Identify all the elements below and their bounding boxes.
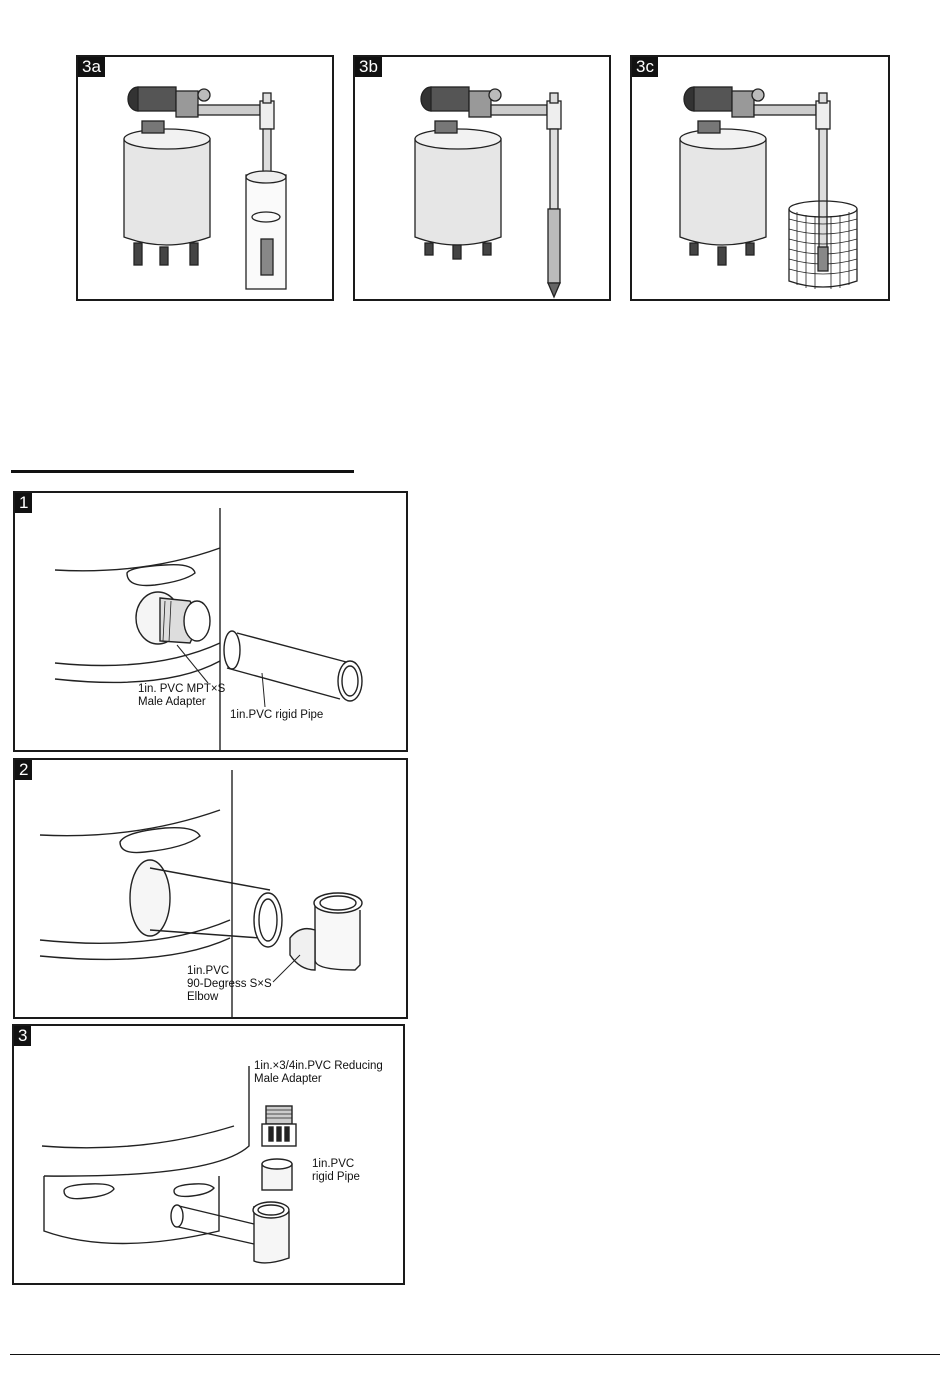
figure-label: 3c <box>632 57 658 77</box>
pump-shallow-well-illustration <box>78 57 334 301</box>
section-divider <box>11 470 354 473</box>
step-3-panel <box>12 1024 405 1285</box>
male-adapter-illustration <box>15 493 408 752</box>
figure-3c <box>630 55 890 301</box>
pump-driven-point-illustration <box>355 57 611 301</box>
step-number: 3 <box>14 1026 31 1046</box>
callout-male-adapter: 1in. PVC MPT×S Male Adapter <box>138 683 226 708</box>
figure-label: 3a <box>78 57 105 77</box>
step-1-panel <box>13 491 408 752</box>
pump-cistern-illustration <box>632 57 890 301</box>
callout-rigid-pipe: 1in.PVC rigid Pipe <box>312 1158 360 1183</box>
callout-elbow: 1in.PVC 90-Degress S×S Elbow <box>187 965 272 1003</box>
step-2-panel <box>13 758 408 1019</box>
callout-rigid-pipe: 1in.PVC rigid Pipe <box>230 709 324 721</box>
footer-divider <box>10 1354 940 1355</box>
figure-3a <box>76 55 334 301</box>
figure-label: 3b <box>355 57 382 77</box>
figure-3b <box>353 55 611 301</box>
step-number: 1 <box>15 493 32 513</box>
step-number: 2 <box>15 760 32 780</box>
callout-reducing-adapter: 1in.×3/4in.PVC Reducing Male Adapter <box>254 1060 383 1085</box>
